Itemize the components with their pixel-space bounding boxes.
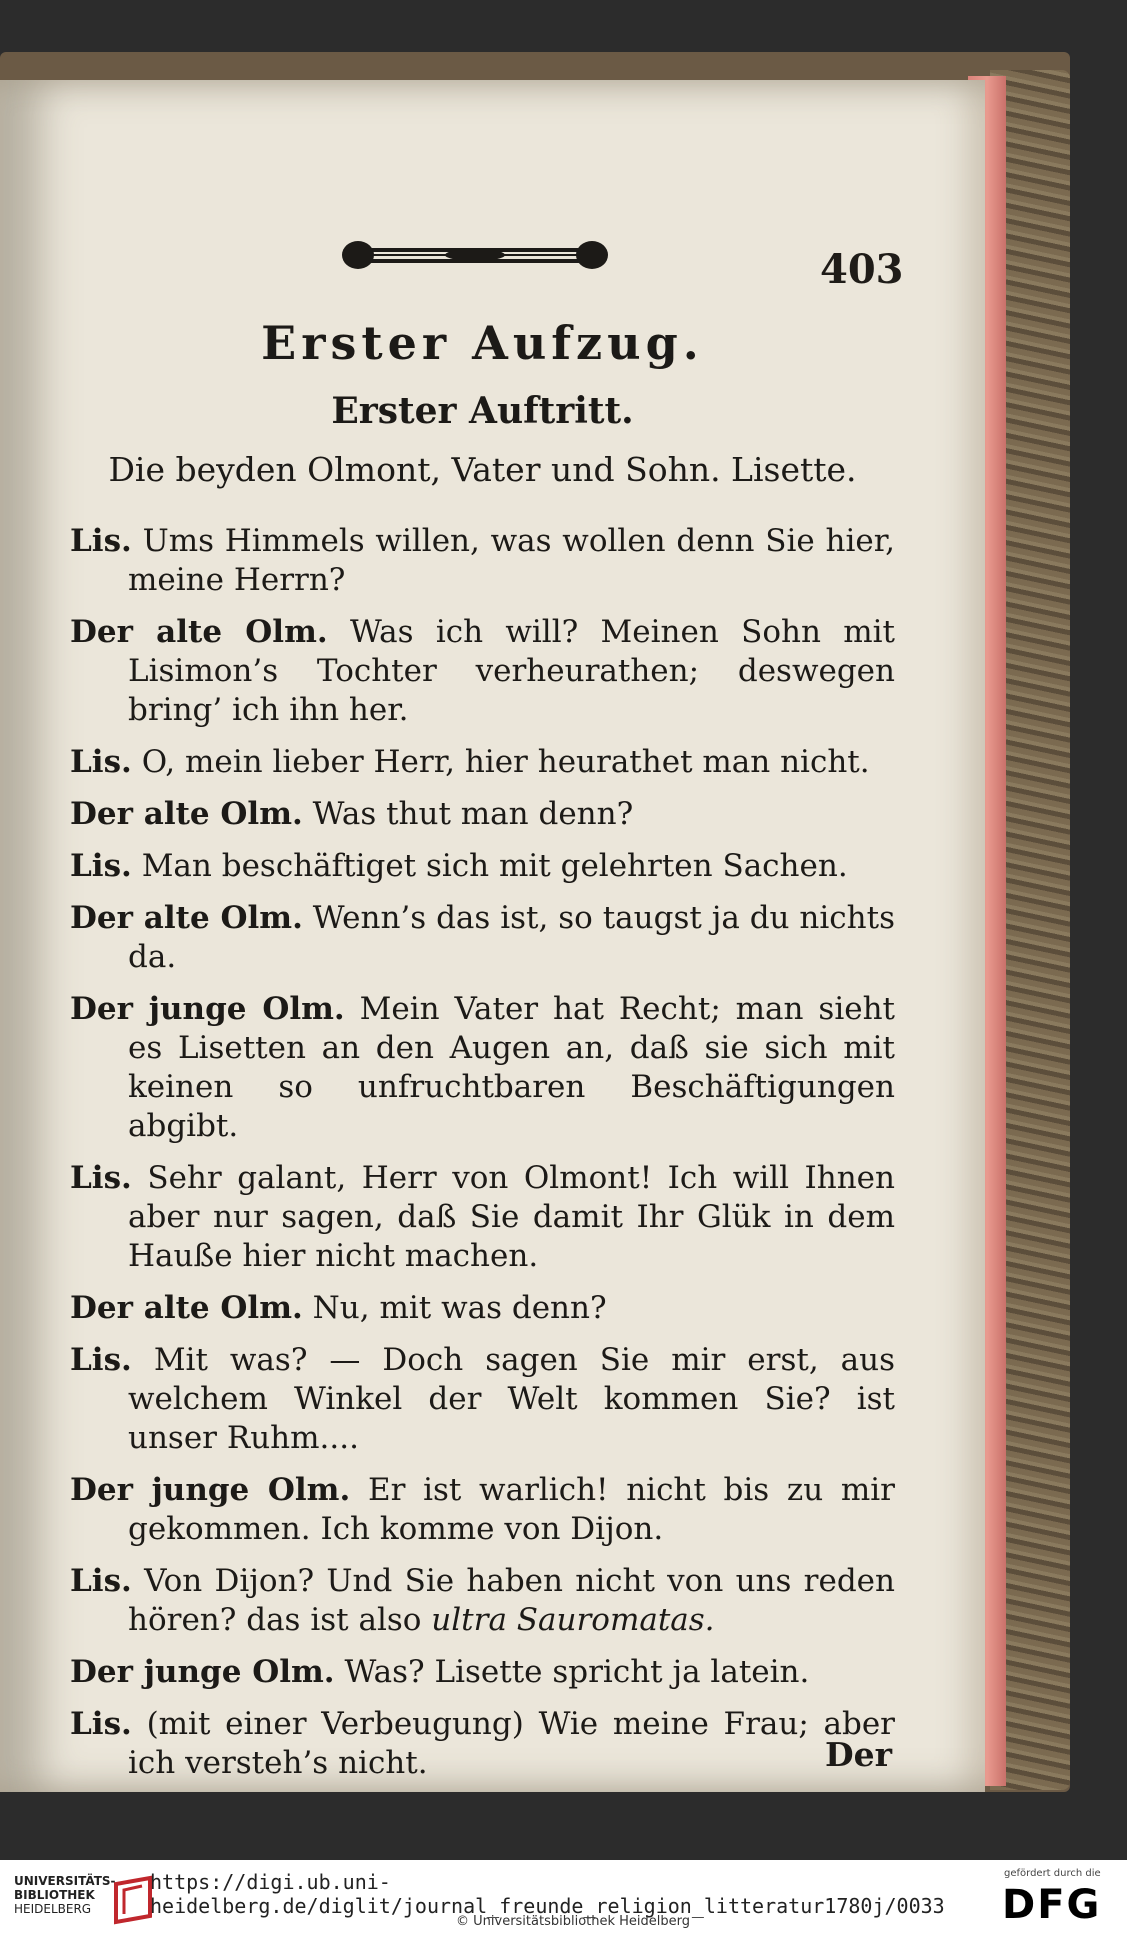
page-number: 403: [820, 246, 904, 293]
speaker-name: Der alte Olm.: [70, 900, 303, 936]
latin-phrase: ultra Sauromatas.: [431, 1602, 715, 1638]
footer-bar: [0, 1860, 1127, 1939]
speaker-name: Der alte Olm.: [70, 796, 303, 832]
character-list: Die beyden Olmont, Vater und Sohn. Lisette.: [108, 450, 857, 489]
speech-text: Von Dijon? Und Sie haben nicht von uns reden hören? das ist also: [128, 1563, 895, 1638]
dialogue-entry: [70, 990, 895, 1146]
dialogue-entry: [70, 1341, 895, 1458]
speaker-name: Lis.: [70, 1563, 132, 1599]
speech-text: Was ich will? Meinen Sohn mit Lisimon’s Tochter verheurathen; deswegen bring’ ich ihn her.: [128, 614, 895, 728]
speaker-name: Der junge Olm.: [70, 1654, 335, 1690]
speaker-name: Lis.: [70, 1342, 132, 1378]
library-line-2: BIBLIOTHEK: [14, 1888, 95, 1902]
dialogue-entry: [70, 1159, 895, 1276]
library-name: [14, 1874, 116, 1916]
dialogue-entry: [70, 899, 895, 977]
speaker-name: Lis.: [70, 744, 132, 780]
funding-note: gefördert durch die: [1004, 1868, 1101, 1879]
speech-text: O, mein lieber Herr, hier heurathet man nicht.: [141, 744, 870, 780]
speaker-name: Der junge Olm.: [70, 1472, 351, 1508]
speech-text: (mit einer Verbeugung) Wie meine Frau; aber ich versteh’s nicht.: [128, 1706, 895, 1781]
library-line-1: UNIVERSITÄTS-: [14, 1874, 116, 1888]
speech-text: Mit was? — Doch sagen Sie mir erst, aus welchem Winkel der Welt kommen Sie? ist unser Ruhm....: [128, 1342, 896, 1456]
speaker-name: Lis.: [70, 848, 132, 884]
dialogue-entry: [70, 1705, 895, 1783]
dialogue-entry: [70, 522, 895, 600]
dialogue-entry: [70, 847, 895, 886]
speech-text: Wenn’s das ist, so taugst ja du nichts da.: [128, 900, 895, 975]
source-url-link[interactable]: https://digi.ub.uni-heidelberg.de/diglit/journal_freunde_religion_litteratur1780j/0033: [150, 1870, 945, 1918]
speech-text: Man beschäftiget sich mit gelehrten Sachen.: [141, 848, 848, 884]
dialogue-entry: [70, 1289, 895, 1328]
speaker-name: Lis.: [70, 523, 132, 559]
header-ornament-icon: [340, 238, 610, 272]
dialogue-entry: [70, 1653, 895, 1692]
catchword: Der: [825, 1735, 892, 1774]
speaker-name: Der junge Olm.: [70, 991, 345, 1027]
speech-text: Mein Vater hat Recht; man sieht es Lisetten an den Augen an, daß sie sich mit keinen so unfruchtbaren Beschäftigungen abgibt.: [128, 991, 896, 1144]
copyright-text: © Universitätsbibliothek Heidelberg: [456, 1914, 691, 1929]
dialogue-entry: [70, 795, 895, 834]
dialogue-entry: [70, 613, 895, 730]
speech-text: Was thut man denn?: [312, 796, 634, 832]
act-title: Erster Aufzug.: [261, 316, 704, 370]
scene-title: Erster Auftritt.: [331, 390, 634, 432]
book-page: [0, 80, 985, 1792]
speech-text: Sehr galant, Herr von Olmont! Ich will Ihnen aber nur sagen, daß Sie damit Ihr Glük in dem Hauße hier nicht machen.: [128, 1160, 895, 1274]
speech-text: Nu, mit was denn?: [312, 1290, 607, 1326]
speaker-name: Der alte Olm.: [70, 1290, 303, 1326]
dialogue-entry: [70, 1471, 895, 1549]
speech-text: Was? Lisette spricht ja latein.: [344, 1654, 810, 1690]
dialogue: [70, 522, 895, 1796]
library-line-3: HEIDELBERG: [14, 1902, 92, 1916]
dfg-logo: DFG: [1002, 1882, 1102, 1928]
speaker-name: Lis.: [70, 1160, 132, 1196]
speech-text: Ums Himmels willen, was wollen denn Sie hier, meine Herrn?: [128, 523, 896, 598]
dialogue-entry: [70, 743, 895, 782]
dialogue-entry: [70, 1562, 895, 1640]
speaker-name: Der alte Olm.: [70, 614, 328, 650]
speaker-name: Lis.: [70, 1706, 132, 1742]
speech-text: Er ist warlich! nicht bis zu mir gekommen. Ich komme von Dijon.: [128, 1472, 896, 1547]
